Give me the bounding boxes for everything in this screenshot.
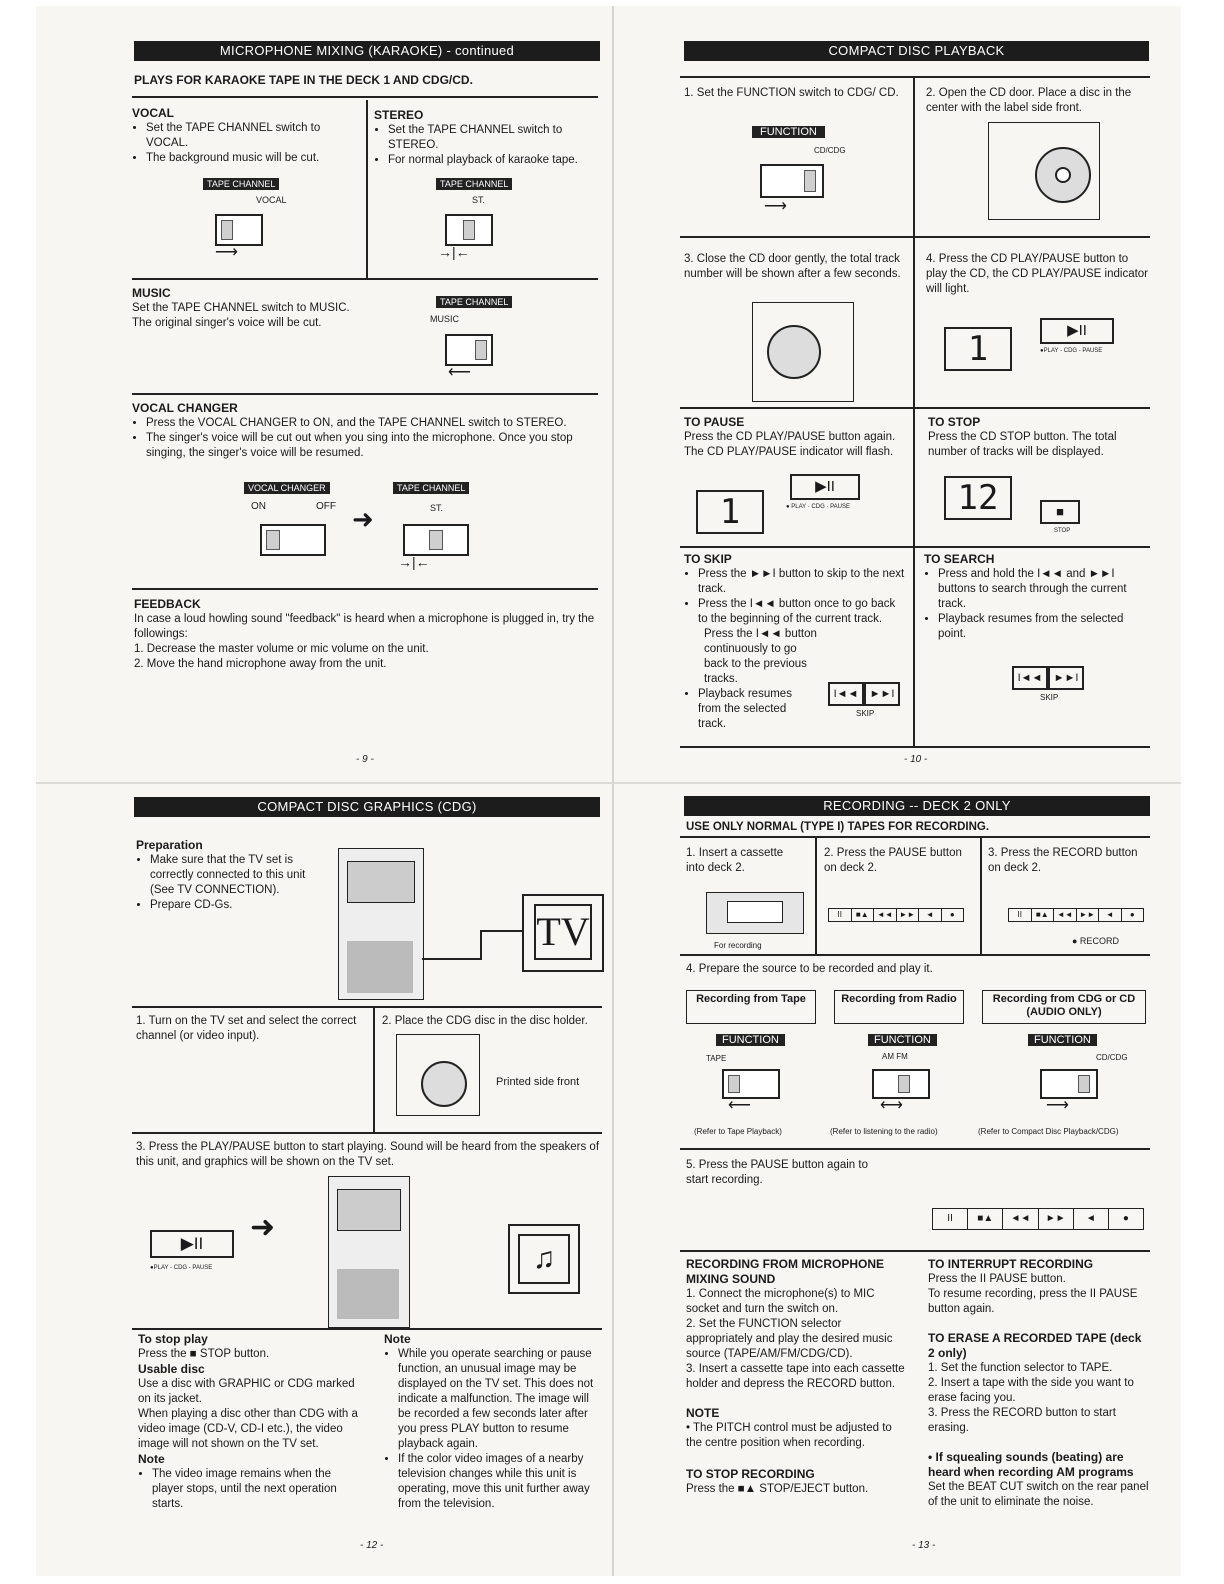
vocal-changer-section: VOCAL CHANGER • Press the VOCAL CHANGER to ON, and the TAPE CHANNEL switch to STEREO. • The singer's voice will be cut out when you sing into the microphone. Once you stop singing, the singer's voice will be resumed. xyxy=(132,401,600,461)
stereo-section: STEREO • Set the TAPE CHANNEL switch to STEREO. • For normal playback of karaoke tape. xyxy=(374,108,599,168)
vocal-changer-label: VOCAL CHANGER xyxy=(244,482,330,494)
stop-button[interactable]: ■ xyxy=(1040,500,1080,524)
cd-step-1: 1. Set the FUNCTION switch to CDG/ CD. xyxy=(684,87,899,99)
page-number: - 10 - xyxy=(904,754,928,765)
vocal-section: VOCAL • Set the TAPE CHANNEL switch to VOCAL. • The background music will be cut. xyxy=(132,106,362,166)
to-pause: TO PAUSE Press the CD PLAY/PAUSE button again. The CD PLAY/PAUSE indicator will flash. xyxy=(684,415,896,458)
track-display: 1 xyxy=(696,490,764,534)
page-12: COMPACT DISC GRAPHICS (CDG) Preparation • Make sure that the TV set is correctly connected to this unit (See TV CONNECTION). • Prepare CD-Gs. TV 1. Turn on the TV set and select the correct channel (or video input). 2. Place the CDG disc in the disc holder. Printed side front 3. Press the PLAY/PAUSE button to start playing. Sound will be heard from the speakers of this unit, and graphics will be shown on the TV set. ▶II ●PLAY - CDG - PAUSE ➜ ♫ To stop play Press the ■ STOP button. Usable disc Use a disc with GRAPHIC or CDG marked on its jacket. When playing a disc other than CDG with a video image (CD-V, CD-I etc.), the video image will not shown on the TV set. Note • The video image remains when the player stops, until the next operation starts. Note • While you operate searching or pause function, an unusual image may be displayed on the TV set. This does not indicate a malfunction. The image will be recorded a few seconds later after you press PLAY button to resume playback again. • If the color video images of a nearby television changes while this unit is operating, move this unit further away from the television. - 12 - xyxy=(0,0,612,1584)
page-13: RECORDING -- DECK 2 ONLY USE ONLY NORMAL (TYPE I) TAPES FOR RECORDING. 1. Insert a cassette into deck 2. For recording 2. Press the PAUSE button on deck 2. II ■▲ ◄◄ ►► ◄ ● 3. Press the RECORD button on deck 2. II ■▲ ◄◄ ►► ◄ ● ● RECORD 4. Prepare the source to be recorded and play it. Recording from Tape Recording from Radio Recording from CDG or CD (AUDIO ONLY) FUNCTION TAPE ⟵ (Refer to Tape Playback) FUNCTION AM FM ⟷ (Refer to listening to the radio) FUNCTION CD/CDG ⟶ (Refer to Compact Disc Playback/CDG) 5. Press the PAUSE button again to start recording. II ■▲ ◄◄ ►► ◄ ● RECORDING FROM MICROPHONE MIXING SOUND 1. Connect the microphone(s) to MIC socket and turn the switch on. 2. Set the FUNCTION selector appropriately and play the desired music source (TAPE/AM/FM/CDG/CD). 3. Insert a cassette tape into each cassette holder and depress the RECORD button. NOTE • The PITCH control must be adjusted to the centre position when recording. TO STOP RECORDING Press the ■▲ STOP/EJECT button. TO INTERRUPT RECORDING Press the II PAUSE button. To resume recording, press the II PAUSE button again. TO ERASE A RECORDED TAPE (deck 2 only) 1. Set the function selector to TAPE. 2. Insert a tape with the side you want to erase facing you. 3. Press the RECORD button to start erasing. • If squealing sounds (beating) are heard when recording AM programs Set the BEAT CUT switch on the rear panel of the unit to eliminate the noise. - 13 - xyxy=(0,0,1224,1584)
to-skip: TO SKIP • Press the ►►I button to skip to the next track. • Press the I◄◄ button once to go back to the beginning of the current track. Press the I◄◄ button continuously to go back to the previous tracks. • Playback resumes from the selected track. xyxy=(684,552,906,732)
cdg-step-1: 1. Turn on the TV set and select the correct channel (or video input). xyxy=(136,1015,357,1042)
play-pause-button[interactable]: ▶II xyxy=(790,474,860,500)
to-stop: TO STOP Press the CD STOP button. The total number of tracks will be displayed. xyxy=(928,415,1117,458)
rec-step-5: 5. Press the PAUSE button again to start recording. xyxy=(686,1159,868,1186)
feedback-section: FEEDBACK In case a loud howling sound "feedback" is heard when a microphone is plugged in, try the followings: 1. Decrease the master volume or mic volume on the unit. 2. Move the hand microphone away from the unit. xyxy=(134,597,595,670)
cdg-preparation: Preparation • Make sure that the TV set is correctly connected to this unit (See TV CONNECTION). • Prepare CD-Gs. xyxy=(136,838,318,913)
rec-step-2: 2. Press the PAUSE button on deck 2. xyxy=(824,847,962,874)
deck-buttons[interactable]: II ■▲ ◄◄ ►► ◄ ● xyxy=(1008,908,1144,922)
music-section: MUSIC Set the TAPE CHANNEL switch to MUSIC. The original singer's voice will be cut. xyxy=(132,286,350,329)
page-9-title: MICROPHONE MIXING (KARAOKE) - continued xyxy=(134,41,600,61)
arrow-right-icon: ➜ xyxy=(352,504,374,534)
karaoke-subhead: PLAYS FOR KARAOKE TAPE IN THE DECK 1 AND CDG/CD. xyxy=(134,73,473,87)
source-tape-box: Recording from Tape xyxy=(686,990,816,1024)
function-label: FUNCTION xyxy=(752,126,825,138)
play-pause-button[interactable]: ▶II xyxy=(1040,318,1114,344)
skip-forward-button[interactable]: ►►I xyxy=(864,682,900,706)
rec-from-mic: RECORDING FROM MICROPHONE MIXING SOUND 1. Connect the microphone(s) to MIC socket and turn the switch on. 2. Set the FUNCTION selector appropriately and play the desired music source (TAPE/AM/FM/CDG/CD). 3. Insert a cassette tape into each cassette holder and depress the RECORD button. NOTE • The PITCH control must be adjusted to the centre position when recording. TO STOP RECORDING Press the ■▲ STOP/EJECT button. xyxy=(686,1257,905,1495)
tape-channel-label: TAPE CHANNEL xyxy=(203,178,279,190)
rec-interrupt-erase: TO INTERRUPT RECORDING Press the II PAUSE button. To resume recording, press the II PAUSE button again. TO ERASE A RECORDED TAPE (deck 2 only) 1. Set the function selector to TAPE. 2. Insert a tape with the side you want to erase facing you. 3. Press the RECORD button to start erasing. • If squealing sounds (beating) are heard when recording AM programs Set the BEAT CUT switch on the rear panel of the unit to eliminate the noise. xyxy=(928,1257,1149,1508)
to-search: TO SEARCH • Press and hold the I◄◄ and ►►I buttons to search through the current track. • Playback resumes from the selected point. xyxy=(924,552,1150,642)
cdg-note: Note • While you operate searching or pause function, an unusual image may be displayed on the TV set. This does not indicate a malfunction. The image will be recorded a few seconds later after you press PLAY button to resume playback again. • If the color video images of a nearby television changes while this unit is operating, move this unit further away from the television. xyxy=(384,1332,602,1512)
function-switch xyxy=(1040,1069,1098,1099)
function-label: FUNCTION xyxy=(716,1034,785,1046)
page-10: COMPACT DISC PLAYBACK 1. Set the FUNCTION switch to CDG/ CD. FUNCTION CD/CDG ⟶ 2. Open the CD door. Place a disc in the center with the label side front. 3. Close the CD door gently, the total track number will be shown after a few seconds. 4. Press the CD PLAY/PAUSE button to play the CD, the CD PLAY/PAUSE indicator will light. 1 ▶II ●PLAY - CDG - PAUSE TO PAUSE Press the CD PLAY/PAUSE button again. The CD PLAY/PAUSE indicator will flash. 1 ▶II ● PLAY · CDG · PAUSE TO STOP Press the CD STOP button. The total number of tracks will be displayed. 12 ■ STOP TO SKIP • Press the ►►I button to skip to the next track. • Press the I◄◄ button once to go back to the beginning of the current track. Press the I◄◄ button continuously to go back to the previous tracks. • Playback resumes from the selected track. I◄◄ ►►I SKIP TO SEARCH • Press and hold the I◄◄ and ►►I buttons to search through the current track. • Playback resumes from the selected point. I◄◄ ►►I SKIP - 10 - xyxy=(0,0,1224,782)
page-number: - 12 - xyxy=(360,1540,384,1551)
function-switch xyxy=(872,1069,930,1099)
track-display: 1 xyxy=(944,327,1012,371)
cdg-stop-usable: To stop play Press the ■ STOP button. Usable disc Use a disc with GRAPHIC or CDG marked on its jacket. When playing a disc other than CDG with a video image (CD-V, CD-I etc.), the video image will not shown on the TV set. Note • The video image remains when the player stops, until the next operation starts. xyxy=(138,1332,358,1512)
rec-step-4: 4. Prepare the source to be recorded and play it. xyxy=(686,963,933,975)
tape-channel-label: TAPE CHANNEL xyxy=(436,296,512,308)
cd-step-3: 3. Close the CD door gently, the total track number will be shown after a few seconds. xyxy=(684,253,901,280)
play-pause-button[interactable]: ▶II xyxy=(150,1230,234,1258)
page-13-title: RECORDING -- DECK 2 ONLY xyxy=(684,796,1150,816)
arrow-right-icon: ➜ xyxy=(250,1211,276,1244)
page-10-title: COMPACT DISC PLAYBACK xyxy=(684,41,1149,61)
function-switch xyxy=(722,1069,780,1099)
skip-back-button[interactable]: I◄◄ xyxy=(828,682,864,706)
tv-illustration: TV xyxy=(522,894,604,972)
deck-buttons[interactable]: II ■▲ ◄◄ ►► ◄ ● xyxy=(932,1208,1144,1230)
function-label: FUNCTION xyxy=(868,1034,937,1046)
source-radio-box: Recording from Radio xyxy=(834,990,964,1024)
recording-tape-note: USE ONLY NORMAL (TYPE I) TAPES FOR RECORDING. xyxy=(686,821,990,833)
page-9: MICROPHONE MIXING (KARAOKE) - continued PLAYS FOR KARAOKE TAPE IN THE DECK 1 AND CDG/CD. VOCAL • Set the TAPE CHANNEL switch to VOCAL. • The background music will be cut. TAPE CHANNEL VOCAL ⟶ STEREO • Set the TAPE CHANNEL switch to STEREO. • For normal playback of karaoke tape. TAPE CHANNEL ST. →|← MUSIC Set the TAPE CHANNEL switch to MUSIC. The original singer's voice will be cut. TAPE CHANNEL MUSIC ⟵ VOCAL CHANGER • Press the VOCAL CHANGER to ON, and the TAPE CHANNEL switch to STEREO. • The singer's voice will be cut out when you sing into the microphone. Once you stop singing, the singer's voice will be resumed. VOCAL CHANGER ON OFF ➜ TAPE CHANNEL ST. →|← FEEDBACK In case a loud howling sound "feedback" is heard when a microphone is plugged in, try the followings: 1. Decrease the master volume or mic volume on the unit. 2. Move the hand microphone away from the unit. - 9 - xyxy=(0,0,612,782)
page-12-title: COMPACT DISC GRAPHICS (CDG) xyxy=(134,797,600,817)
cassette-deck-illustration xyxy=(706,892,804,934)
tape-channel-label: TAPE CHANNEL xyxy=(436,178,512,190)
skip-back-button[interactable]: I◄◄ xyxy=(1012,666,1048,690)
rec-step-1: 1. Insert a cassette into deck 2. xyxy=(686,847,784,874)
tape-channel-label: TAPE CHANNEL xyxy=(393,482,469,494)
rec-step-3: 3. Press the RECORD button on deck 2. xyxy=(988,847,1138,874)
source-cd-box: Recording from CDG or CD (AUDIO ONLY) xyxy=(982,990,1146,1024)
function-label: FUNCTION xyxy=(1028,1034,1097,1046)
page-number: - 9 - xyxy=(356,754,374,765)
deck-buttons[interactable]: II ■▲ ◄◄ ►► ◄ ● xyxy=(828,908,964,922)
cdg-step-2: 2. Place the CDG disc in the disc holder. xyxy=(382,1015,588,1027)
skip-forward-button[interactable]: ►►I xyxy=(1048,666,1084,690)
cdg-step-3: 3. Press the PLAY/PAUSE button to start playing. Sound will be heard from the speakers of this unit, and graphics will be shown on the TV set. xyxy=(136,1141,600,1168)
page-number: - 13 - xyxy=(912,1540,936,1551)
track-display: 12 xyxy=(944,476,1012,520)
cd-step-2: 2. Open the CD door. Place a disc in the center with the label side front. xyxy=(926,87,1132,114)
tv-illustration: ♫ xyxy=(508,1224,580,1294)
cd-step-4: 4. Press the CD PLAY/PAUSE button to play the CD, the CD PLAY/PAUSE indicator will light. xyxy=(926,253,1149,295)
